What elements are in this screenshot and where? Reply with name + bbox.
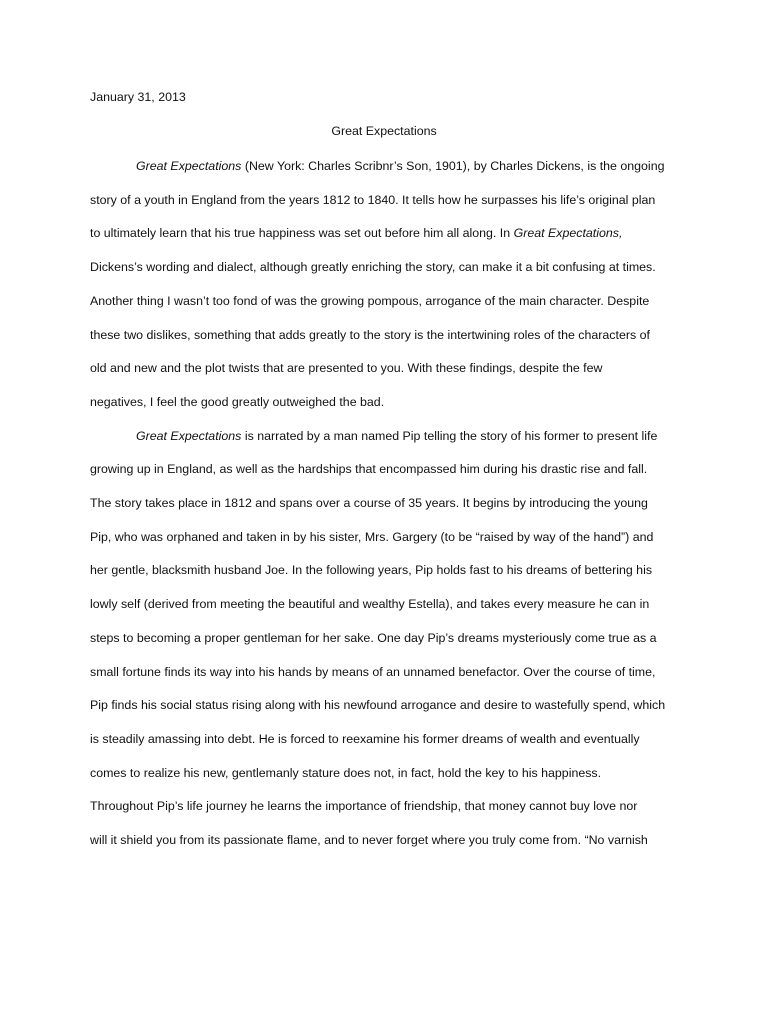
- text-run: growing up in England, as well as the hardships that encompassed him during his drastic rise and fall.: [90, 462, 648, 477]
- text-line: [90, 730, 640, 748]
- text-run: to ultimately learn that his true happiness was set out before him all along. In: [90, 226, 514, 241]
- document-title: Great Expectations: [331, 124, 437, 138]
- text-run: Throughout Pip’s life journey he learns the importance of friendship, that money cannot buy love nor: [90, 799, 638, 814]
- text-run: negatives, I feel the good greatly outweighed the bad.: [90, 394, 385, 409]
- text-line: [136, 427, 657, 445]
- text-line: [90, 663, 655, 681]
- text-run: is narrated by a man named Pip telling the story of his former to present life: [241, 428, 658, 443]
- text-line: [90, 494, 648, 512]
- text-run: Pip finds his social status rising along with his newfound arrogance and desire to wastefully spend, which: [90, 698, 666, 713]
- text-line: [90, 393, 384, 411]
- text-line: [90, 359, 602, 377]
- text-run: (New York: Charles Scribnr’s Son, 1901), by Charles Dickens, is the ongoing: [241, 159, 665, 173]
- text-run: old and new and the plot twists that are presented to you. With these findings, despite the few: [90, 361, 603, 376]
- text-run: small fortune finds its way into his hands by means of an unnamed benefactor. Over the course of time,: [90, 664, 656, 679]
- text-line: [90, 696, 665, 714]
- text-run: Dickens’s wording and dialect, although greatly enriching the story, can make it a bit confusing at times.: [90, 260, 656, 275]
- text-line: [90, 292, 649, 310]
- text-line: [90, 831, 648, 849]
- text-line: [90, 561, 652, 579]
- text-run: story of a youth in England from the years 1812 to 1840. It tells how he surpasses his life’s original plan: [90, 192, 656, 207]
- text-line: [90, 460, 647, 478]
- text-line: [90, 191, 655, 209]
- text-run: Pip, who was orphaned and taken in by his sister, Mrs. Gargery (to be “raised by way of the hand”) and: [90, 529, 654, 544]
- text-line: [90, 528, 653, 546]
- italic-text: Great Expectations: [136, 159, 242, 173]
- text-run: these two dislikes, something that adds greatly to the story is the intertwining roles of the characters of: [90, 327, 650, 342]
- text-line: [136, 157, 664, 175]
- text-run: her gentle, blacksmith husband Joe. In the following years, Pip holds fast to his dreams of bettering his: [90, 563, 653, 578]
- text-line: [90, 258, 656, 276]
- text-line: [90, 629, 657, 647]
- text-run: The story takes place in 1812 and spans over a course of 35 years. It begins by introducing the young: [90, 496, 648, 510]
- text-line: [90, 797, 637, 815]
- text-run: is steadily amassing into debt. He is forced to reexamine his former dreams of wealth and eventually: [90, 731, 640, 746]
- italic-text: Great Expectations: [136, 428, 242, 443]
- text-line: [90, 224, 622, 242]
- text-line: [90, 595, 649, 613]
- text-run: will it shield you from its passionate flame, and to never forget where you truly come from. “No varnish: [90, 833, 648, 847]
- italic-text: Great Expectations,: [513, 226, 623, 241]
- text-run: lowly self (derived from meeting the beautiful and wealthy Estella), and takes every measure he can in: [90, 597, 650, 612]
- text-line: [90, 326, 650, 344]
- text-run: comes to realize his new, gentlemanly stature does not, in fact, hold the key to his happiness.: [90, 765, 602, 780]
- text-line: [90, 764, 601, 782]
- text-run: Another thing I wasn’t too fond of was the growing pompous, arrogance of the main character. Despite: [90, 293, 650, 308]
- text-run: steps to becoming a proper gentleman for her sake. One day Pip’s dreams mysteriously come true as a: [90, 630, 657, 645]
- document-date: January 31, 2013: [90, 90, 186, 104]
